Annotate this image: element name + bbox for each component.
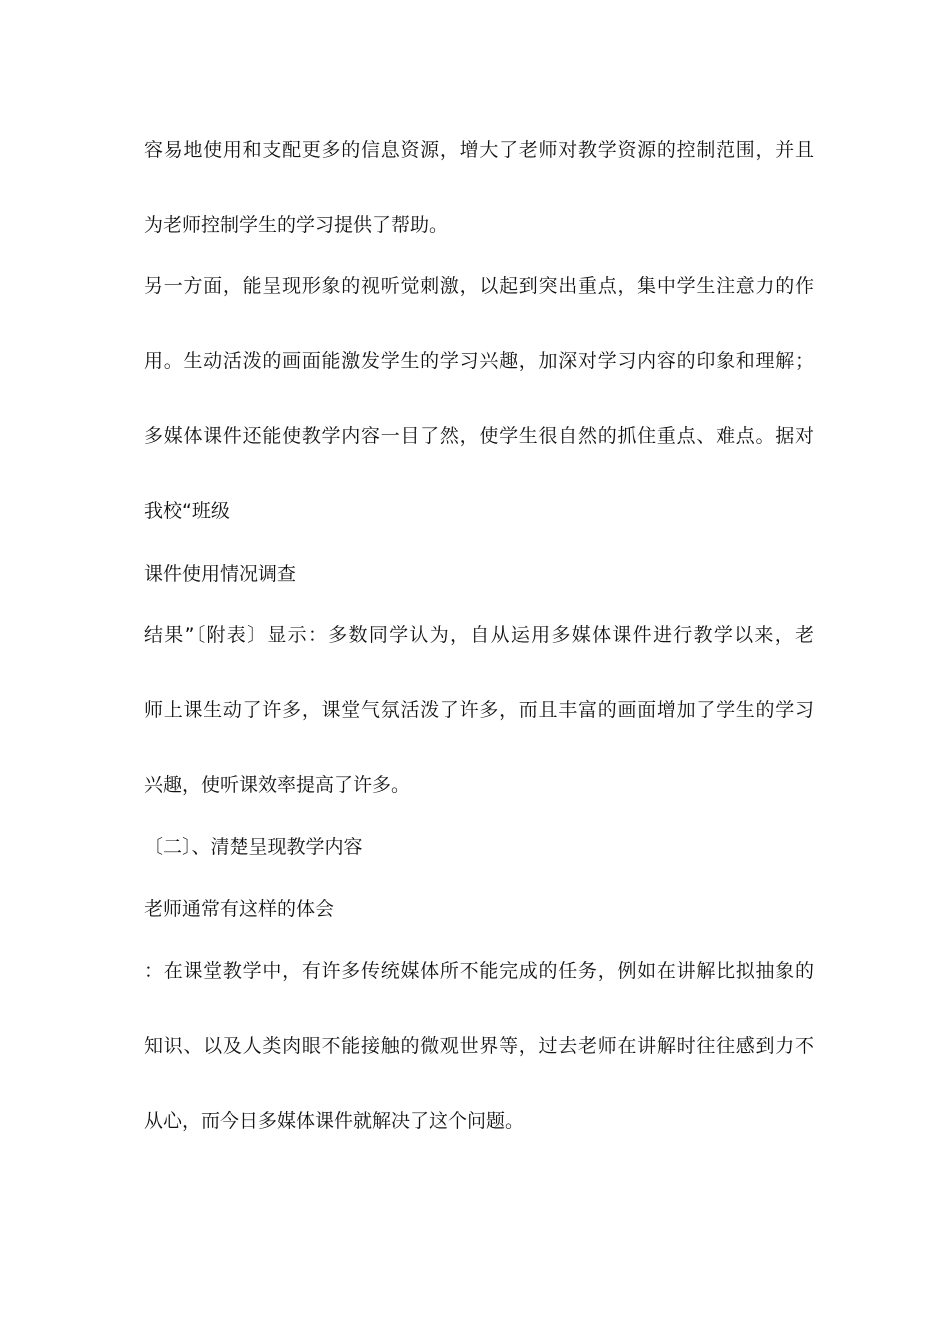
- paragraph-line: 师上课生动了许多，课堂气氛活泼了许多，而且丰富的画面增加了学生的学习: [144, 699, 814, 721]
- paragraph-line: 从心，而今日多媒体课件就解决了这个问题。: [144, 1110, 525, 1132]
- section-heading: 〔二〕、清楚呈现教学内容: [144, 836, 363, 858]
- paragraph-line: 老师通常有这样的体会: [144, 898, 335, 920]
- paragraph-line: 结果”〔附表〕显示：多数同学认为，自从运用多媒体课件进行教学以来，老: [144, 624, 814, 646]
- paragraph-line: 我校“班级: [144, 500, 230, 522]
- paragraph-line: 另一方面，能呈现形象的视听觉刺激，以起到突出重点，集中学生注意力的作: [144, 275, 814, 297]
- paragraph-line: 为老师控制学生的学习提供了帮助。: [144, 214, 449, 236]
- paragraph-line: 课件使用情况调查: [144, 563, 297, 585]
- paragraph-line: ：在课堂教学中，有许多传统媒体所不能完成的任务，例如在讲解比拟抽象的: [144, 960, 814, 982]
- paragraph-line: 容易地使用和支配更多的信息资源，增大了老师对教学资源的控制范围，并且: [144, 139, 814, 161]
- paragraph-line: 知识、以及人类肉眼不能接触的微观世界等，过去老师在讲解时往往感到力不: [144, 1035, 814, 1057]
- paragraph-line: 多媒体课件还能使教学内容一目了然，使学生很自然的抓住重点、难点。据对: [144, 425, 814, 447]
- paragraph-line: 兴趣，使听课效率提高了许多。: [144, 774, 411, 796]
- paragraph-line: 用。生动活泼的画面能激发学生的学习兴趣，加深对学习内容的印象和理解；: [144, 350, 814, 372]
